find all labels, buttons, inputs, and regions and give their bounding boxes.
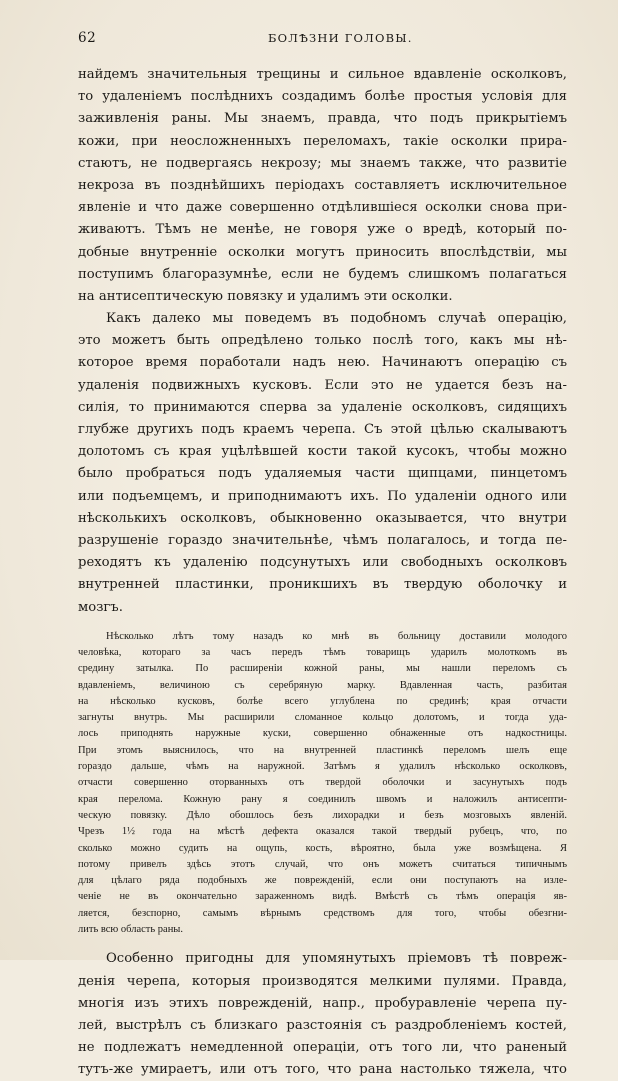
footnote-case-report: [78, 629, 567, 939]
text-line: было пробраться подъ удаляемыя части щипцами, пинцетомъ: [78, 466, 567, 482]
text-line: заживленія раны. Мы знаемъ, правда, что подъ прикрытіемъ: [78, 111, 567, 127]
text-line: не подлежатъ немедленной операціи, отъ того ли, что раненый: [78, 1040, 567, 1056]
text-line: Чрезъ 1½ года на мѣстѣ дефекта оказался такой твердый рубецъ, что, по: [78, 826, 567, 838]
text-line: тутъ-же умираетъ, или отъ того, что рана настолько тяжела, что: [78, 1062, 567, 1078]
paragraph-1: [78, 64, 567, 308]
text-line: глубже другихъ подъ краемъ черепа. Съ этой цѣлью скалываютъ: [78, 422, 567, 437]
running-title: БОЛѢЗНИ ГОЛОВЫ.: [268, 31, 413, 45]
text-line: поступимъ благоразумнѣе, если не будемъ слишкомъ полагаться: [78, 266, 567, 282]
text-line: отчасти совершенно оторванныхъ отъ твердой оболочки и засунутыхъ подъ: [78, 777, 567, 789]
text-line: гораздо дальше, чѣмъ на наружной. Затѣмъ я удалилъ нѣсколько осколковъ,: [78, 761, 567, 773]
text-line: лей, выстрѣлъ съ близкаго разстоянія съ раздробленіемъ костей,: [78, 1017, 567, 1033]
text-line: лить всю область раны.: [78, 924, 183, 936]
text-line: или подъемцемъ, и приподнимаютъ ихъ. По удаленіи одного или: [78, 488, 567, 504]
text-line: Нѣсколько лѣтъ тому назадъ ко мнѣ въ больницу доставили молодого: [106, 630, 567, 642]
text-line: края перелома. Кожную рану я соединилъ швомъ и наложилъ антисепти-: [78, 793, 567, 805]
text-line: Особенно пригодны для упомянутыхъ пріемовъ тѣ повреж-: [106, 951, 567, 967]
text-line: загнуты внутрь. Мы расширили сломанное кольцо долотомъ, и тогда уда-: [78, 712, 567, 724]
page-body: [78, 64, 567, 1081]
text-line: долотомъ съ края уцѣлѣвшей кости такой кусокъ, чтобы можно: [78, 444, 567, 460]
page-number: 62: [78, 30, 97, 46]
text-line: стаютъ, не подвергаясь некрозу; мы знаемъ также, что развитіе: [78, 155, 567, 171]
text-line: для цѣлаго ряда подобныхъ же поврежденій, если они поступаютъ на изле-: [78, 875, 567, 887]
text-line: добные внутренніе осколки могутъ приносить впослѣдствіи, мы: [78, 244, 567, 260]
paragraph-3: [78, 948, 567, 1081]
text-line: найдемъ значительныя трещины и сильное вдавленіе осколковъ,: [78, 67, 567, 82]
text-line: реходятъ къ удаленію подсунутыхъ или свободныхъ осколковъ: [78, 555, 567, 571]
text-line: потому привелъ здѣсь этотъ случай, что онъ можетъ считаться типичнымъ: [78, 858, 567, 870]
text-line: на нѣсколько кусковъ, болѣе всего углублена по срединѣ; края отчасти: [78, 695, 567, 707]
text-line: ченіе не въ окончательно зараженномъ видѣ. Вмѣстѣ съ тѣмъ операція яв-: [78, 891, 567, 903]
text-line: которое время поработали надъ нею. Начинаютъ операцію съ: [78, 355, 567, 371]
text-line: живаютъ. Тѣмъ не менѣе, не говоря уже о вредѣ, который по-: [78, 222, 567, 238]
text-line: средину затылка. По расширеніи кожной раны, мы нашли переломъ съ: [78, 663, 567, 675]
text-line: удаленія подвижныхъ кусковъ. Если это не удается безъ на-: [78, 377, 567, 393]
text-line: на антисептическую повязку и удалимъ эти осколки.: [78, 288, 453, 304]
text-line: ческую повязку. Дѣло обошлось безъ лихорадки и безъ мозговыхъ явленій.: [78, 809, 567, 821]
text-line: сколько можно судить на ощупь, кость, вѣроятно, была уже возмѣщена. Я: [78, 842, 567, 854]
text-line: это можетъ быть опредѣлено только послѣ того, какъ мы нѣ-: [78, 333, 567, 349]
text-line: кожи, при неосложненныхъ переломахъ, такіе осколки прира-: [78, 133, 567, 149]
text-line: разрушеніе гораздо значительнѣе, чѣмъ полагалось, и тогда пе-: [78, 532, 567, 548]
text-line: некроза въ позднѣйшихъ періодахъ составляетъ исключительное: [78, 177, 567, 193]
text-line: Какъ далеко мы поведемъ въ подобномъ случаѣ операцію,: [106, 311, 567, 327]
text-line: многія изъ этихъ поврежденій, напр., пробуравленіе черепа пу-: [78, 995, 567, 1011]
text-line: явленіе и что даже совершенно отдѣлившіеся осколки снова при-: [78, 200, 567, 216]
text-line: нѣсколькихъ осколковъ, обыкновенно оказывается, что внутри: [78, 510, 567, 526]
text-line: то удаленіемъ послѣднихъ создадимъ болѣе простыя условія для: [78, 89, 567, 105]
page-header: [78, 30, 567, 50]
text-line: денія черепа, которыя производятся мелкими пулями. Правда,: [78, 973, 567, 989]
text-line: мозгъ.: [78, 599, 123, 615]
text-line: лось приподнять наружные куски, совершенно обнаженные отъ надкостницы.: [78, 728, 567, 740]
text-line: человѣка, котораго за часъ передъ тѣмъ товарищъ ударилъ молоткомъ въ: [78, 646, 567, 658]
text-line: вдавленіемъ, величиною съ серебряную марку. Вдавленная часть, разбитая: [78, 679, 567, 691]
text-line: При этомъ выяснилось, что на внутренней пластинкѣ переломъ шелъ еще: [78, 744, 567, 756]
paragraph-2: [78, 308, 567, 619]
text-line: силія, то принимаются сперва за удаленіе осколковъ, сидящихъ: [78, 399, 567, 415]
text-line: внутренней пластинки, проникшихъ въ твердую оболочку и: [78, 577, 567, 593]
text-line: ляется, безспорно, самымъ вѣрнымъ средствомъ для того, чтобы обезгни-: [78, 907, 567, 919]
